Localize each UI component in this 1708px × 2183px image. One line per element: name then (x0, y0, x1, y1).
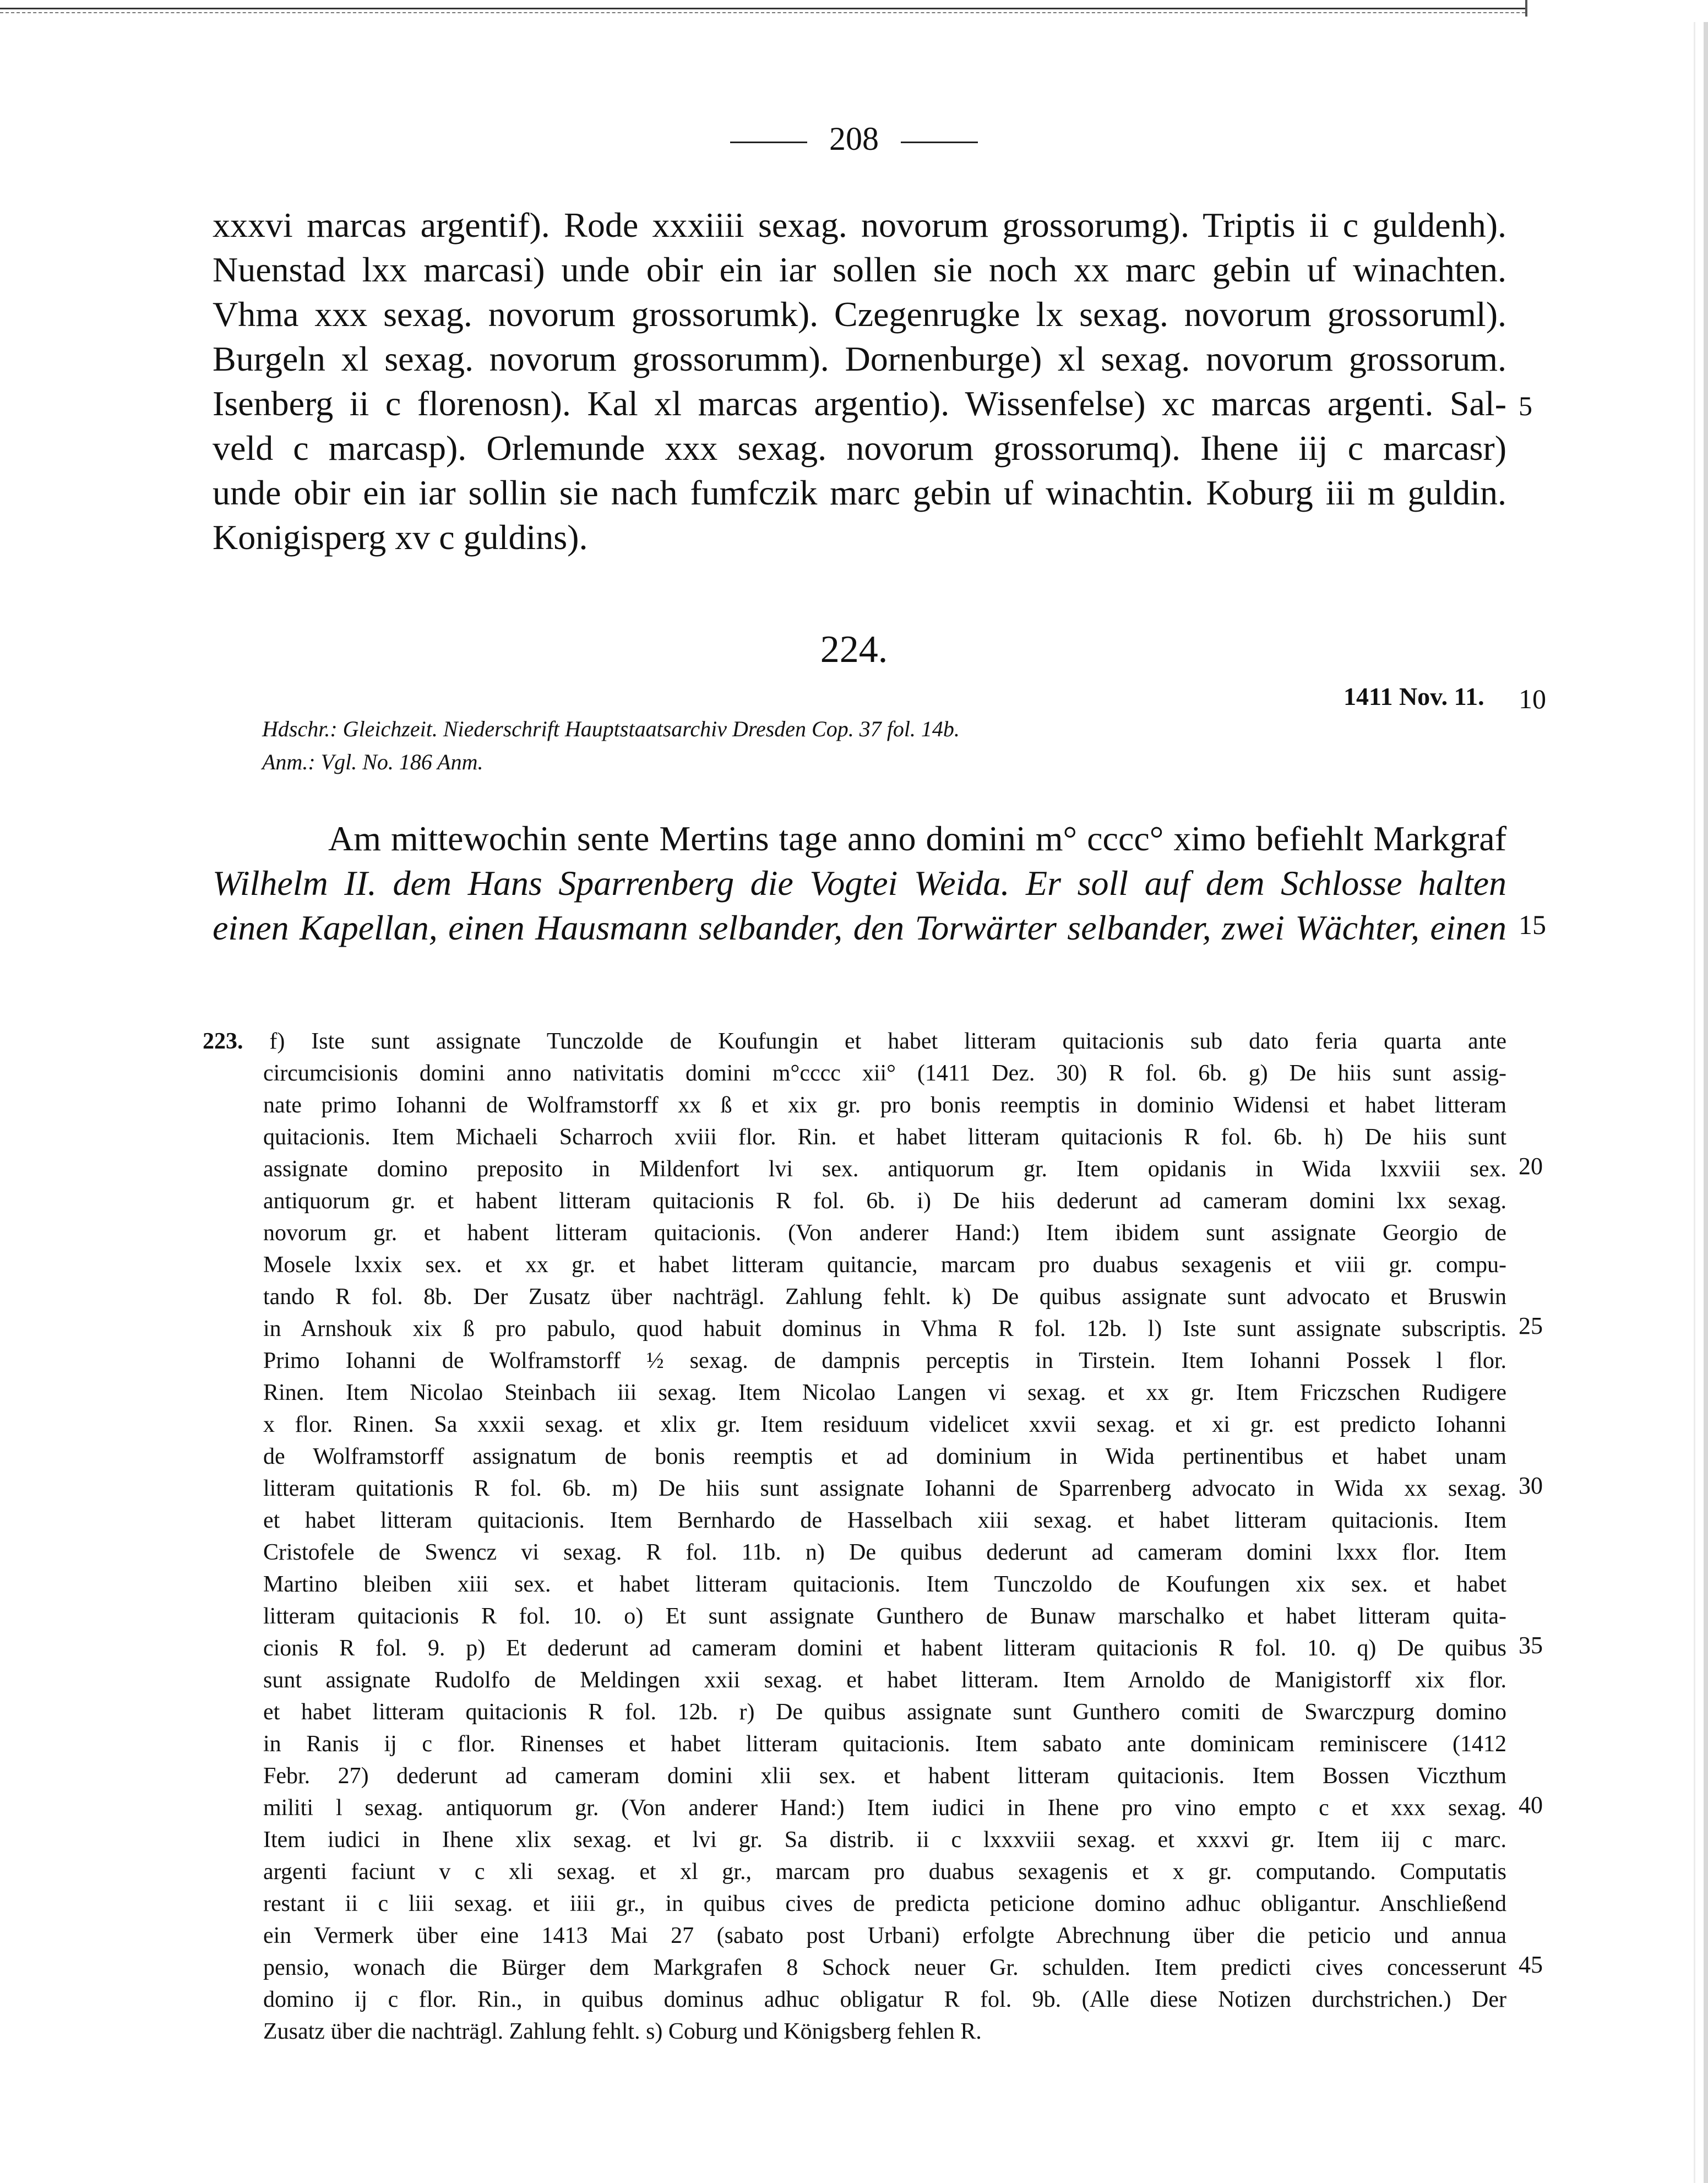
footnote-line: Primo Iohanni de Wolframstorff ½ sexag. de dampnis perceptis in Tirstein. Item Iohanni Possek l flor. (263, 1348, 1506, 1373)
line-number: 40 (1519, 1791, 1543, 1818)
footnote-line: restant ii c liii sexag. et iiii gr., in quibus cives de predicta peticione domino adhuc obligantur. Anschließend (263, 1891, 1506, 1916)
line-number: 25 (1519, 1312, 1543, 1339)
footnote-line: x flor. Rinen. Sa xxxii sexag. et xlix gr. Item residuum videlicet xxvii sexag. et xi gr. est predicto Iohanni (263, 1412, 1506, 1437)
footnote-line: et habet litteram quitacionis. Item Bernhardo de Hasselbach xiii sexag. et habet litteram quitacionis. Item (263, 1508, 1506, 1533)
footnote-line: in Arnshouk xix ß pro pabulo, quod habuit dominus in Vhma R fol. 12b. l) Iste sunt assignate subscriptis. (263, 1316, 1506, 1342)
footnote-line: pensio, wonach die Bürger dem Markgrafen 8 Schock neuer Gr. schulden. Item predicti cives concesserunt (263, 1955, 1506, 1980)
document-text (213, 816, 1506, 950)
footnote-line: sunt assignate Rudolfo de Meldingen xxii sexag. et habet litteram. Item Arnoldo de Manigistorff xix flor. (263, 1668, 1506, 1693)
footnote-line: novorum gr. et habent litteram quitacionis. (Von anderer Hand:) Item ibidem sunt assignate Georgio de (263, 1220, 1506, 1246)
line-number: 30 (1519, 1472, 1543, 1499)
footnote-line: litteram quitationis R fol. 6b. m) De hiis sunt assignate Iohanni de Sparrenberg advocato in Wida xx sexag. (263, 1476, 1506, 1501)
footnote-line: Martino bleiben xiii sex. et habet litteram quitacionis. Item Tunczoldo de Koufungen xix sex. et habet (263, 1572, 1506, 1597)
footnote-line: domino ij c flor. Rin., in quibus dominus adhuc obligatur R fol. 9b. (Alle diese Notizen durchstrichen.) Der (263, 1987, 1506, 2012)
footnote-line: Zusatz über die nachträgl. Zahlung fehlt. s) Coburg und Königsberg fehlen R. (263, 2019, 982, 2044)
line-number: 15 (1519, 909, 1546, 940)
footnote-line: et habet litteram quitacionis R fol. 12b. r) De quibus assignate sunt Gunthero comiti de Swarczpurg domino (263, 1699, 1506, 1725)
footnote-line: tando R fol. 8b. Der Zusatz über nachträgl. Zahlung fehlt. k) De quibus assignate sunt advocato et Bruswin (263, 1284, 1506, 1310)
line-number: 20 (1519, 1153, 1543, 1180)
page-edge (1704, 22, 1708, 2183)
footnote-line: Febr. 27) dederunt ad cameram domini xlii sex. et habent litteram quitacionis. Item Bossen Viczthum (263, 1763, 1506, 1789)
footnote-line: ein Vermerk über eine 1413 Mai 27 (sabato post Urbani) erfolgte Abrechnung über die peticio und annua (263, 1923, 1506, 1948)
header-dash-left (730, 142, 807, 143)
footnote-line: argenti faciunt v c xli sexag. et xl gr., marcam pro duabus sexagenis et x gr. computando. Computatis (263, 1859, 1506, 1885)
footnotes (203, 1025, 1507, 2048)
footnote-line: quitacionis. Item Michaeli Scharroch xviii flor. Rin. et habet litteram quitacionis R fol. 6b. h) De hiis sunt (263, 1125, 1506, 1150)
annotation-reference: Anm.: Vgl. No. 186 Anm. (262, 750, 483, 774)
line-number: 35 (1519, 1632, 1543, 1659)
text-line: Konigisperg xv c guldins). (213, 518, 588, 557)
top-rule-dashed (0, 12, 1525, 13)
continuation-text (213, 203, 1506, 560)
top-rule (0, 8, 1525, 9)
footnote-line: de Wolframstorff assignatum de bonis reemptis et ad dominium in Wida pertinentibus et habet unam (263, 1444, 1506, 1469)
footnote-line: militi l sexag. antiquorum gr. (Von anderer Hand:) Item iudici in Ihene pro vino empto c et xxx sexag. (263, 1795, 1506, 1821)
text-line: einen Kapellan, einen Hausmann selbander, den Torwärter selbander, zwei Wächter, einen (213, 908, 1506, 947)
text-line: Wilhelm II. dem Hans Sparrenberg die Vogtei Weida. Er soll auf dem Schlosse halten (213, 864, 1506, 903)
document-date: 1411 Nov. 11. (1343, 682, 1484, 710)
page-number: 208 (829, 121, 879, 157)
line-number: 5 (1519, 390, 1532, 421)
footnote-line: Rinen. Item Nicolao Steinbach iii sexag. Item Nicolao Langen vi sexag. et xx gr. Item Friczschen Rudigere (263, 1380, 1506, 1405)
corner-mark (1525, 0, 1527, 17)
footnote-line (203, 1025, 1506, 1057)
text-line: Am mittewochin sente Mertins tage anno domini m° cccc° ximo befiehlt Markgraf (328, 819, 1506, 858)
text-line: Isenberg ii c florenosn). Kal xl marcas argentio). Wissenfelse) xc marcas argenti. Sal- (213, 384, 1506, 423)
page-edge-inner (1694, 22, 1695, 2183)
footnote-line: circumcisionis domini anno nativitatis domini m°cccc xii° (1411 Dez. 30) R fol. 6b. g) De hiis sunt assig- (263, 1061, 1506, 1086)
text-line: Vhma xxx sexag. novorum grossorumk). Czegenrugke lx sexag. novorum grossoruml). (213, 295, 1506, 334)
text-line: unde obir ein iar sollin sie nach fumfczik marc gebin uf winachtin. Koburg iii m guldin. (213, 473, 1506, 512)
text-line: xxxvi marcas argentif). Rode xxxiiii sexag. novorum grossorumg). Triptis ii c guldenh). (213, 205, 1506, 245)
text-line: Nuenstad lxx marcasi) unde obir ein iar sollen sie noch xx marc gebin uf winachten. (213, 250, 1506, 289)
text-line: Burgeln xl sexag. novorum grossorumm). Dornenburge) xl sexag. novorum grossorum. (213, 339, 1506, 378)
footnote-line: cionis R fol. 9. p) Et dederunt ad cameram domini et habent litteram quitacionis R fol. 10. q) De quibus (263, 1636, 1506, 1661)
footnote-line: litteram quitacionis R fol. 10. o) Et sunt assignate Gunthero de Bunaw marschalko et habet litteram quita- (263, 1604, 1506, 1629)
document-number: 224. (820, 628, 888, 671)
page-header (0, 120, 1708, 158)
footnote-line: Mosele lxxix sex. et xx gr. et habet litteram quitancie, marcam pro duabus sexagenis et viii gr. compu- (263, 1252, 1506, 1278)
footnote-line: nate primo Iohanni de Wolframstorff xx ß et xix gr. pro bonis reemptis in dominio Widensi et habet litteram (263, 1093, 1506, 1118)
footnote-text: f) Iste sunt assignate Tunczolde de Koufungin et habet litteram quitacionis sub dato feria quarta ante (269, 1029, 1507, 1054)
footnote-line: Item iudici in Ihene xlix sexag. et lvi gr. Sa distrib. ii c lxxxviii sexag. et xxxvi gr. Item iij c marc. (263, 1827, 1506, 1853)
line-number: 10 (1519, 683, 1546, 714)
footnote-line: antiquorum gr. et habent litteram quitacionis R fol. 6b. i) De hiis dederunt ad cameram domini lxx sexag. (263, 1188, 1506, 1214)
footnote-line: assignate domino preposito in Mildenfort lvi sex. antiquorum gr. Item opidanis in Wida lxxviii sex. (263, 1156, 1506, 1182)
footnote-line: in Ranis ij c flor. Rinenses et habet litteram quitacionis. Item sabato ante dominicam reminiscere (1412 (263, 1731, 1506, 1757)
header-dash-right (901, 142, 978, 143)
manuscript-source: Hdschr.: Gleichzeit. Niederschrift Hauptstaatsarchiv Dresden Cop. 37 fol. 14b. (262, 716, 960, 741)
footnote-line: Cristofele de Swencz vi sexag. R fol. 11b. n) De quibus dederunt ad cameram domini lxxx flor. Item (263, 1540, 1506, 1565)
footnote-label: 223. (203, 1029, 243, 1054)
text-line: veld c marcasp). Orlemunde xxx sexag. novorum grossorumq). Ihene iij c marcasr) (213, 428, 1506, 468)
line-number: 45 (1519, 1951, 1543, 1978)
